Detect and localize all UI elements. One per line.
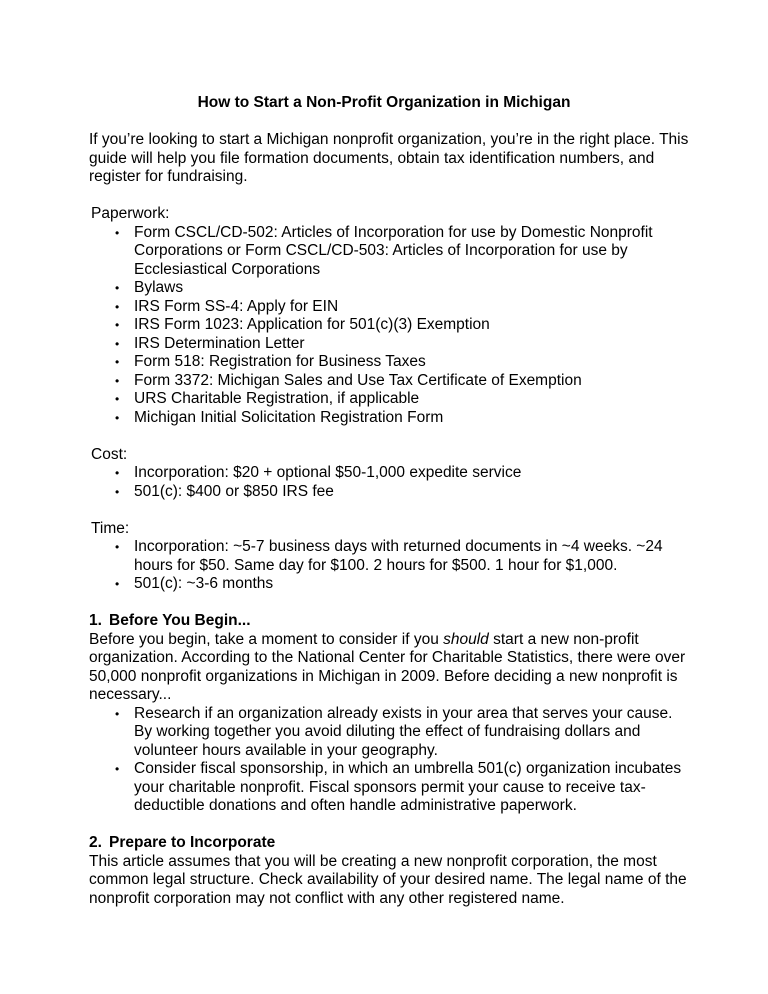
paragraph-line: nonprofit corporation may not conflict with any other registered name. [89,889,565,907]
list-item-text: your charitable nonprofit. Fiscal sponsors permit your cause to receive tax- [134,778,646,796]
document-title: How to Start a Non-Profit Organization in Michigan [197,94,571,111]
section-2-heading [89,834,689,853]
intro-paragraph [89,131,689,187]
section-2-paragraph [89,853,689,909]
bullet-icon: • [115,392,120,406]
section-title: Before You Begin... [109,612,251,629]
paragraph-line: common legal structure. Check availability of your desired name. The legal name of the [89,871,687,888]
list-item [89,316,689,335]
bullet-icon: • [115,281,120,295]
bullet-icon: • [115,299,120,314]
bullet-icon: • [115,225,120,240]
list-item [89,298,689,317]
bullet-icon: • [115,577,120,591]
cost-list [89,464,689,501]
list-item [89,372,689,391]
paragraph-line [89,631,689,650]
list-item-text: Ecclesiastical Corporations [134,260,321,278]
intro-line: register for fundraising. [89,168,248,185]
bullet-icon: • [115,336,120,351]
bullet-icon: • [115,540,120,554]
list-item-text: hours for $50. Same day for $100. 2 hours for $500. 1 hour for $1,000. [134,556,618,574]
paragraph-line: 50,000 nonprofit organizations in Michigan in 2009. Before deciding a new nonprofit is [89,667,678,685]
bullet-icon: • [115,318,120,332]
time-list [89,538,689,594]
bullet-icon: • [115,762,120,776]
list-item-text: volunteer hours available in your geography. [134,741,438,759]
list-item-text: Michigan Initial Solicitation Registration Form [134,408,444,426]
bullet-icon: • [115,466,120,480]
intro-line: guide will help you file formation documents, obtain tax identification numbers, and [89,149,655,167]
list-item [89,705,689,761]
list-item-text: By working together you avoid diluting the effect of fundraising dollars and [134,723,641,740]
list-item-text: Corporations or Form CSCL/CD-503: Articles of Incorporation for use by [134,242,628,259]
list-item [89,464,689,483]
list-item-text: Bylaws [134,279,184,296]
section-1-list [89,705,689,816]
list-item-text: Consider fiscal sponsorship, in which an umbrella 501(c) organization incubates [134,760,682,777]
intro-line: If you’re looking to start a Michigan nonprofit organization, you’re in the right place. This [89,131,689,148]
document-page [89,94,689,908]
list-item-text: Form 518: Registration for Business Taxes [134,353,426,370]
list-item [89,760,689,816]
list-item [89,279,689,298]
section-number: 2. [89,834,102,851]
list-item-text: Form CSCL/CD-502: Articles of Incorporation for use by Domestic Nonprofit [134,223,653,241]
section-1-paragraph [89,631,689,705]
list-item-text: URS Charitable Registration, if applicable [134,390,420,407]
list-item [89,353,689,372]
list-item [89,538,689,575]
bullet-icon: • [115,373,120,388]
emphasis-text: should [443,630,489,648]
bullet-icon: • [115,706,120,721]
section-title: Prepare to Incorporate [109,834,276,851]
paragraph-line: organization. According to the National Center for Charitable Statistics, there were over [89,649,686,666]
list-item-text: Research if an organization already exists in your area that serves your cause. [134,704,673,722]
list-item [89,224,689,280]
bullet-icon: • [115,484,120,499]
paragraph-line: necessary... [89,686,172,703]
list-item-text: IRS Form 1023: Application for 501(c)(3) Exemption [134,316,490,333]
paragraph-line: This article assumes that you will be creating a new nonprofit corporation, the most [89,852,657,870]
list-item [89,483,689,502]
list-item-text: Form 3372: Michigan Sales and Use Tax Certificate of Exemption [134,371,582,389]
list-item-text: Incorporation: $20 + optional $50-1,000 expedite service [134,464,522,481]
text: start a new non-profit [488,630,639,648]
time-label: Time: [91,519,130,537]
section-1-heading [89,612,689,631]
paperwork-label: Paperwork: [91,205,170,222]
list-item [89,390,689,409]
section-number: 1. [89,612,102,629]
list-item-text: IRS Form SS-4: Apply for EIN [134,297,339,315]
text: Before you begin, take a moment to consider if you [89,630,444,648]
bullet-icon: • [115,355,120,369]
cost-label: Cost: [91,445,128,463]
paperwork-list [89,224,689,428]
list-item [89,575,689,594]
list-item-text: 501(c): $400 or $850 IRS fee [134,482,334,500]
bullet-icon: • [115,410,120,425]
list-item-text: 501(c): ~3-6 months [134,575,274,592]
list-item [89,335,689,354]
list-item-text: Incorporation: ~5-7 business days with returned documents in ~4 weeks. ~24 [134,538,663,555]
list-item [89,409,689,428]
list-item-text: deductible donations and often handle administrative paperwork. [134,797,577,814]
list-item-text: IRS Determination Letter [134,334,305,352]
